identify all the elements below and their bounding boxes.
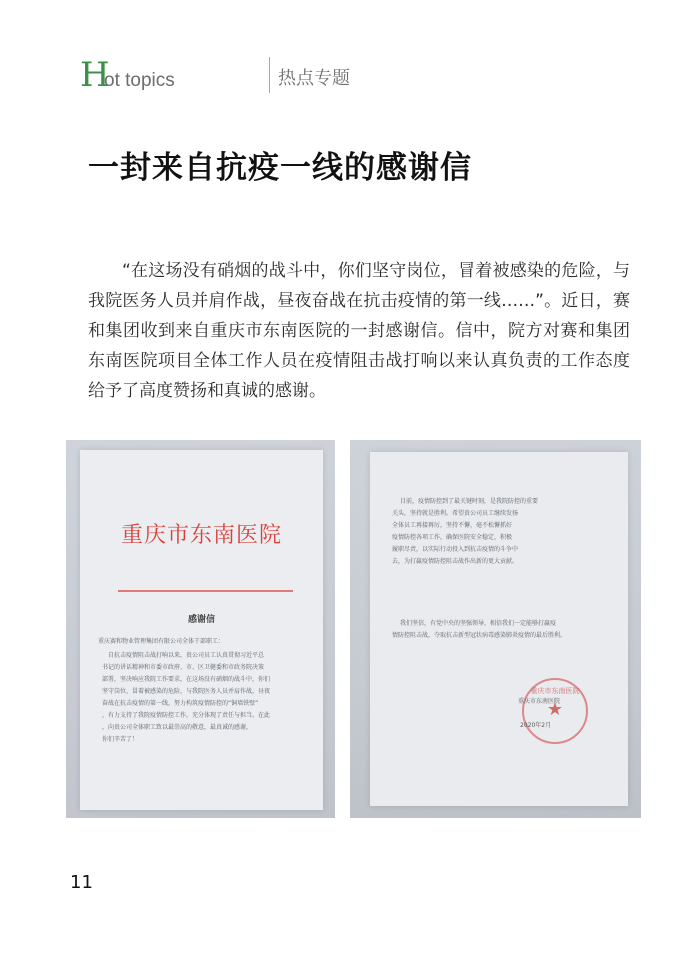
star-icon: ★ [546, 699, 564, 720]
letter-heading: 感谢信 [187, 615, 215, 625]
letter-line: 重庆赛和物业管理集团有限公司全体干部职工： [98, 638, 225, 645]
letter-sheet-1 [80, 450, 323, 810]
letter-photo-page-2 [350, 440, 641, 818]
header-divider [269, 57, 270, 93]
letterhead-rule [118, 590, 293, 592]
section-label: 热点专题 [278, 68, 350, 89]
letter-line: 坚守岗位，冒着被感染的危险，与我院医务人员并肩作战，昼夜 [102, 688, 271, 695]
letter-line: 你们辛苦了！ [102, 736, 139, 743]
letter-date: 2020年2月 [520, 722, 552, 729]
letter-line: 全体员工再接再厉，坚持不懈，毫不松懈抓好 [392, 522, 513, 529]
letter-line: 目前，疫情防控到了最关键时刻，是我院防控的重要 [400, 498, 539, 505]
letter-line: 书记的讲话精神和市委市政府、市、区卫健委和市政务院决策 [102, 664, 265, 671]
hospital-seal [522, 678, 588, 744]
letter-line: ，向贵公司全体职工致以最崇高的敬意，最真诚的感谢， [102, 724, 253, 731]
letter-line: 去，为打赢疫情防控阻击战作出新的更大贡献。 [392, 558, 519, 565]
brand-initial: H [80, 55, 110, 95]
letter-line: 部署，坚决响应我院工作要求，在这场没有硝烟的战斗中，你们 [102, 676, 271, 683]
letter-sheet-2 [370, 452, 628, 806]
page-number: 11 [70, 872, 93, 893]
letter-line: 自抗击疫情阻击战打响以来，贵公司员工认真贯彻习近平总 [108, 652, 265, 659]
letter-line: 疫情防控各项工作，确保医院安全稳定，积极 [392, 534, 513, 541]
letter-photo-page-1 [66, 440, 335, 818]
article-title: 一封来自抗疫一线的感谢信 [88, 150, 472, 186]
seal-text: 重庆市东南医院 [530, 687, 580, 695]
letter-line: 情防控阻击战，夺取抗击新型冠状病毒感染肺炎疫情的最后胜利。 [392, 632, 567, 639]
letter-line: 奋战在抗击疫情的第一线，努力构筑疫情防控的“铜墙铁壁” [102, 700, 259, 707]
letter-line: ，有力支持了我院疫情防控工作，充分体现了责任与担当。在此 [102, 712, 271, 719]
letter-line: 我们坚信，有党中央的坚强领导，相信我们一定能够打赢疫 [400, 620, 557, 627]
article-intro: “在这场没有硝烟的战斗中，你们坚守岗位，冒着被感染的危险，与我院医务人员并肩作战，昼夜奋战在抗击疫情的第一线……”。近日，赛和集团收到来自重庆市东南医院的一封感谢信。信中，院方对赛和集团东南医院项目全体工作人员在疫情阻击战打响以来认真负责的工作态度给予了高度赞扬和真诚的感谢。 [88, 261, 630, 401]
letter-line: 履职尽责，以实际行动投入到抗击疫情的斗争中 [392, 546, 519, 553]
letter-line: 关头，坚持就是胜利。希望贵公司员工继续发扬 [392, 510, 519, 517]
letter-signature: 重庆市东南医院 [518, 698, 561, 705]
hospital-letterhead: 重庆市东南医院 [120, 523, 282, 548]
brand-text: ot topics [104, 70, 175, 91]
